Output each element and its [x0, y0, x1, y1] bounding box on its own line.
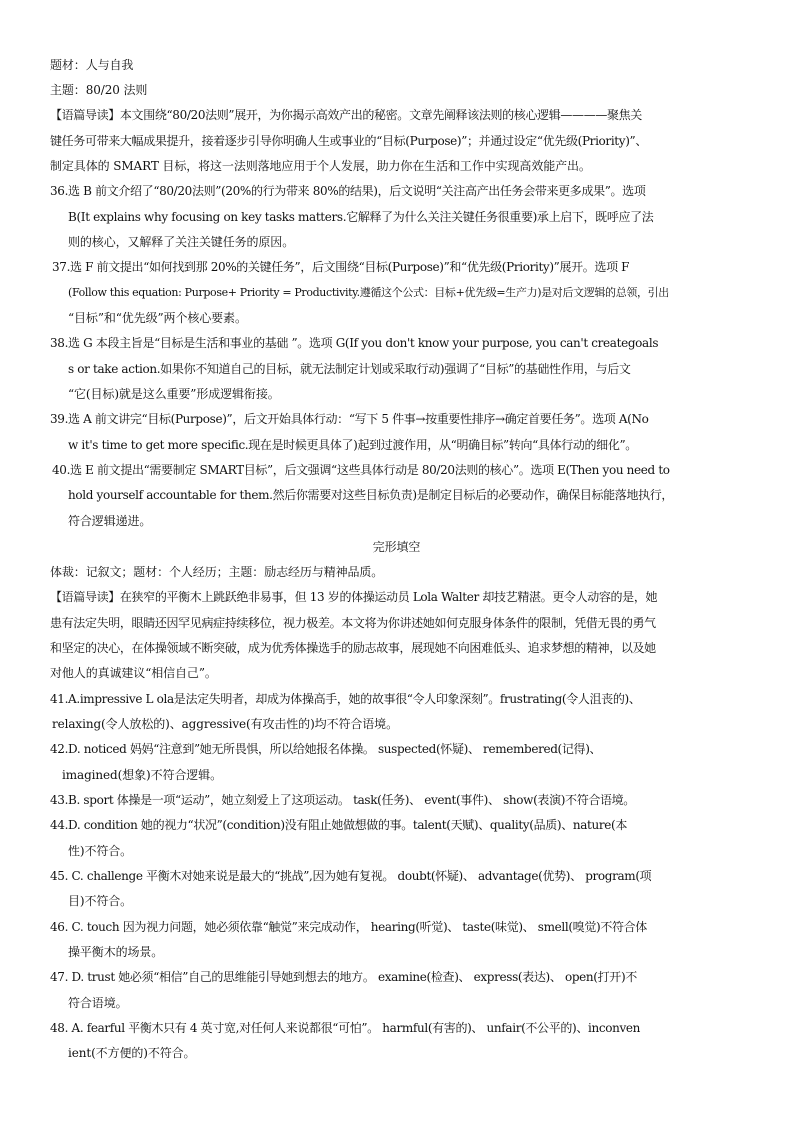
answer-37-cont: “目标”和“优先级”两个核心要素。	[68, 311, 247, 325]
answer-37-cont: (Follow this equation: Purpose+ Priority = Productivity.遵循这个公式：目标+优先级=生产力)是对后文逻辑的总领，引出	[68, 286, 669, 299]
guide-line: 制定具体的 SMART 目标，将这一法则落地应用于个人发展，助力你在生活和工作中实现高效能产出。	[50, 159, 591, 173]
answer-48: 48. A. fearful 平衡木只有 4 英寸宽,对任何人来说都很“可怕”。 harmful(有害的)、 unfair(不公平的)、inconven	[50, 1021, 641, 1035]
answer-38: 38.选 G 本段主旨是“目标是生活和事业的基础 ”。选项 G(If you don't know your purpose, you can't creategoals	[50, 336, 659, 350]
answer-47: 47. D. trust 她必须“相信”自己的思维能引导她到想去的地方。 examine(检查)、 express(表达)、 open(打开)不	[50, 970, 637, 984]
answer-40-cont: hold yourself accountable for them.然后你需要对这些目标负责)是制定目标后的必要动作，确保目标能落地执行，	[68, 488, 674, 502]
answer-43: 43.B. sport 体操是一项“运动”，她立刻爱上了这项运动。 task(任务)、 event(事件)、 show(表演)不符合语境。	[50, 793, 635, 807]
answer-40: 40.选 E 前文提出“需要制定 SMART目标”，后文强调“这些具体行动是 80/20法则的核心”。选项 E(Then you need to	[52, 463, 670, 477]
answer-48-cont: ient(不方便的)不符合。	[68, 1046, 196, 1060]
answer-38-cont: “它(目标)就是这么重要”形成逻辑衔接。	[68, 387, 280, 401]
answer-44: 44.D. condition 她的视力“状况”(condition)没有阻止她做想做的事。talent(天赋)、quality(品质)、nature(本	[50, 818, 628, 832]
guide-line: 和坚定的决心，在体操领域不断突破，成为优秀体操选手的励志故事，展现她不向困难低头、追求梦想的精神，以及她	[50, 641, 656, 655]
answer-41-cont: relaxing(令人放松的)、aggressive(有攻击性的)均不符合语境。	[52, 717, 398, 731]
section-heading: 完形填空	[372, 540, 421, 554]
answer-47-cont: 符合语境。	[68, 996, 128, 1010]
answer-42-cont: imagined(想象)不符合逻辑。	[62, 768, 222, 782]
answer-45: 45. C. challenge 平衡木对她来说是最大的“挑战”,因为她有复视。 doubt(怀疑)、 advantage(优势)、 program(项	[50, 869, 652, 883]
theme-line: 主题：80/20 法则	[50, 83, 148, 97]
guide-line: 患有法定失明，眼睛还因罕见病症持续移位，视力极差。本文将为你讲述她如何克服身体条件的限制，凭借无畏的勇气	[50, 616, 656, 630]
answer-37: 37.选 F 前文提出“如何找到那 20%的关键任务”，后文围绕“目标(Purpose)”和“优先级(Priority)”展开。选项 F	[52, 260, 630, 274]
answer-38-cont: s or take action.如果你不知道自己的目标，就无法制定计划或采取行动)强调了“目标”的基础性作用，与后文	[68, 362, 631, 376]
answer-45-cont: 目)不符合。	[68, 894, 133, 908]
answer-36-cont: 则的核心，又解释了关注关键任务的原因。	[68, 235, 295, 249]
answer-46: 46. C. touch 因为视力问题，她必须依靠“触觉”来完成动作， hearing(听觉)、 taste(味觉)、 smell(嗅觉)不符合体	[50, 920, 647, 934]
answer-44-cont: 性)不符合。	[68, 844, 133, 858]
genre-line: 体裁：记叙文；题材：个人经历；主题：励志经历与精神品质。	[50, 565, 384, 579]
answer-46-cont: 操平衡木的场景。	[68, 945, 164, 959]
answer-40-cont: 符合逻辑递进。	[68, 514, 152, 528]
guide-line: 对他人的真诚建议“相信自己”。	[50, 666, 217, 680]
answer-39-cont: w it's time to get more specific.现在是时候更具体了)起到过渡作用，从“明确目标”转向“具体行动的细化”。	[68, 438, 637, 452]
guide-line: 【语篇导读】在狭窄的平衡木上跳跃绝非易事，但 13 岁的体操运动员 Lola Walter 却技艺精湛。更令人动容的是，她	[50, 590, 658, 604]
answer-39: 39.选 A 前文讲完“目标(Purpose)”，后文开始具体行动：“写下 5 件事→按重要性排序→确定首要任务”。选项 A(No	[50, 412, 649, 426]
answer-42: 42.D. noticed 妈妈“注意到”她无所畏惧，所以给她报名体操。 suspected(怀疑)、 remembered(记得)、	[50, 742, 602, 756]
topic-line: 题材：人与自我	[50, 58, 134, 72]
guide-line: 键任务可带来大幅成果提升，接着逐步引导你明确人生或事业的“目标(Purpose)”；并通过设定“优先级(Priority)”、	[50, 134, 647, 148]
answer-36: 36.选 B 前文介绍了“80/20法则”(20%的行为带来 80%的结果)，后文说明“关注高产出任务会带来更多成果”。选项	[50, 184, 646, 198]
answer-36-cont: B(It explains why focusing on key tasks matters.它解释了为什么关注关键任务很重要)承上启下，既呼应了法	[68, 210, 654, 224]
answer-41: 41.A.impressive L ola是法定失明者，却成为体操高手，她的故事很“令人印象深刻”。frustrating(令人沮丧的)、	[50, 692, 641, 706]
guide-line: 【语篇导读】本文围绕“80/20法则”展开，为你揭示高效产出的秘密。文章先阐释该法则的核心逻辑————聚焦关	[50, 108, 642, 122]
